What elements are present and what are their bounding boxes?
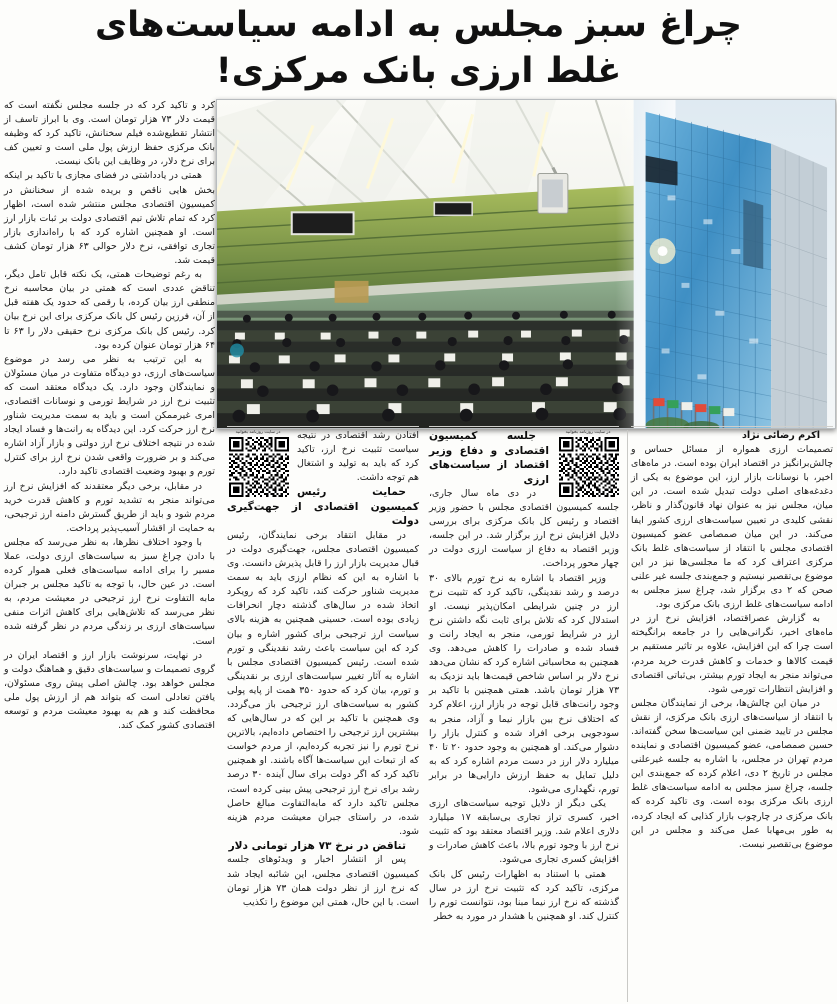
qr-code-icon[interactable] [559, 437, 619, 497]
paragraph: همتی در یادداشتی در فضای مجازی با تاکید بر اینکه بخش هایی ناقص و بریده شده از سخنانش در کمیسیون اقتصادی مجلس منتشر شده است، اظهار کرد که تمام تلاش تیم اقتصادی دولت بر ثبات بازار ارز است. او همچنین اشاره کرد که با راه‌اندازی بازار تجاری توافقی، نرخ دلار حوالی ۶۳ هزار تومان کشف قیمت شد. [4, 170, 216, 267]
paragraph: در دی ماه سال جاری، جلسه کمیسیون اقتصادی مجلس با حضور وزیر اقتصاد و رئیس کل بانک مرکزی برای بررسی دلایل افزایش نرخ ارز برگزار شد. در این جلسه، وزیر اقتصاد به دفاع از سیاست ارزی دولت در چهار محور پرداخت. [429, 488, 619, 570]
qr-caption: در سایت روزنامه بخوانید [235, 430, 281, 435]
paragraph: کرد و تاکید کرد که در جلسه مجلس نگفته است که قیمت دلار ۷۳ هزار تومان است. وی با ابراز تاسف از انتشار تقطیع‌شده فیلم سخنانش، تاکید کرد که وظیفه بانک مرکزی حفظ ارزش پول ملی است و تعیین کف برای نرخ دلار، در وظایف این بانک نیست. [4, 100, 215, 168]
subhead-commission-session: جلسه کمیسیون اقتصادی و دفاع وزیر اقتصاد از سیاست‌های ارزی [429, 430, 549, 486]
subhead-dollar-contradiction: تناقض در نرخ ۷۳ هزار تومانی دلار [228, 839, 406, 852]
column-top-rule-1 [631, 426, 833, 427]
qr-code-icon[interactable] [229, 437, 289, 497]
column-right [631, 429, 833, 852]
paragraph: در نهایت، سرنوشت بازار ارز و اقتصاد ایران در گروی تصمیمات و سیاست‌های دقیق و هماهنگ دولت و مجلس خواهد بود. چالش اصلی پیش روی مسئولان، یافتن تعادلی است که بتواند هم از ارزش پول ملی محافظت کند و هم به بهبود معیشت مردم و توسعه اقتصادی کشور کمک کند. [4, 649, 215, 732]
headline-line-2: غلط ارزی بانک مرکزی! [215, 51, 622, 92]
column-top-rule-2 [429, 426, 619, 427]
paragraph: یکی دیگر از دلایل توجیه سیاست‌های ارزی اخیر، کسری تراز تجاری بی‌سابقه ۱۷ میلیارد دلاری اعلام شد. وزیر اقتصاد معتقد بود که تثبیت نرخ ارز با وجود تورم بالا، باعث کاهش صادرات و افزایش کسری تجاری می‌شود. [429, 798, 619, 866]
paragraph: در میان این چالش‌ها، برخی از نمایندگان مجلس با انتقاد از سیاست‌های ارزی بانک مرکزی، از نقش مجلس در تایید ضمنی این سیاست‌ها سخن گفته‌اند. حسین صمصامی، عضو کمیسیون اقتصادی و نماینده مردم تهران در مجلس، با اشاره به جلسه غیرعلنی مجلس در تاریخ ۲ دی، اعلام کرده که جمع‌بندی این جلسه، چراغ سبز مجلس به ادامه سیاست‌های غلط ارزی بانک مرکزی بوده است. وی تاکید کرده که بانک مرکزی در چارچوب بازار کذایی که ایجاد کرده، به طور بی‌مهابا عمل می‌کند و مجلس در این موضوع بی‌تقصیر نیست. [631, 697, 833, 850]
paragraph: به گزارش عصراقتصاد، افزایش نرخ ارز در ماه‌های اخیر، نگرانی‌هایی را در جامعه برانگیخته است چرا که این افزایش، علاوه بر تاثیر مستقیم بر قیمت کالاها و خدمات و کاهش قدرت خرید مردم، می‌تواند منجر به ایجاد تورم بیشتر، بی‌ثباتی اقتصادی و افزایش انتظارات تورمی شود. [631, 613, 833, 695]
article-columns [0, 99, 837, 1004]
paragraph: تصمیمات ارزی همواره از مسائل حساس و چالش‌برانگیز در اقتصاد ایران بوده است. در ماه‌های اخیر، با نوسانات بازار ارز، این موضوع به یکی از دغدغه‌های اصلی دولت تبدیل شده است. در این میان، مجلس نیز به عنوان نهاد قانون‌گذار و ناظر، نقشی کلیدی در تعیین سیاست‌های ارزی کشور ایفا می‌کند. در این میان صمصامی عضو کمیسیون اقتصادی مجلس با انتقاد از سیاست‌های غلط بانک مرکزی اعتراف کرد که ما مجلسی‌ها نیز در این موضوع بی‌تقصیر نیستیم و جمع‌بندی جلسه غیر علنی صحن که ۲ دی برگزار شد، چراغ سبز مجلس به ادامه سیاست‌های غلط ارزی بانک مرکزی بود. [631, 444, 834, 611]
paragraph: در مقابل، برخی دیگر معتقدند که افزایش نرخ ارز می‌تواند منجر به تشدید تورم و کاهش قدرت خرید مردم شود و باید از طریق گسترش دامنه ارز ترجیحی، به حمایت از اقشار آسیب‌پذیر پرداخت. [4, 480, 215, 534]
paragraph: با وجود اختلاف نظرها، به نظر می‌رسد که مجلس با دادن چراغ سبز به سیاست‌های ارزی دولت، عملا مسیر را برای ادامه سیاست‌های فعلی هموار کرده است. در عین حال، با توجه به تاکید مجلس بر جبران مابه التفاوت نرخ ارز ترجیحی در معیشت مردم، به نظر می‌رسد که تلاش‌هایی برای کاهش اثرات منفی سیاست‌های ارزی بر زندگی مردم در نظر گرفته شده است. [4, 536, 215, 647]
page-title [12, 2, 825, 94]
headline-block [0, 0, 837, 96]
column-top-rule-3 [227, 426, 419, 427]
column-divider-1 [627, 430, 628, 1002]
paragraph: افتادن رشد اقتصادی در نتیجه سیاست تثبیت نرخ ارز، تاکید کرد که باید به تولید و اشتغال هم توجه داشت. [297, 430, 419, 484]
paragraph: پس از انتشار اخبار و ویدئوهای جلسه کمیسیون اقتصادی مجلس، این شائبه ایجاد شد که نرخ ارز از نظر دولت همان ۷۳ هزار تومان است. با این حال، همتی این موضوع را تکذیب [227, 854, 419, 908]
paragraph: وزیر اقتصاد با اشاره به نرخ تورم بالای ۳۰ درصد و رشد نقدینگی، تاکید کرد که تثبیت نرخ ارز در چنین شرایطی امکان‌پذیر نیست. او استدلال کرد که تلاش برای ثابت نگه داشتن نرخ ارز در شرایط تورمی، منجر به ایجاد رانت و فساد شده و صادرات را کاهش می‌دهد. وی همچنین به محاسباتی اشاره کرد که نشان می‌دهد نرخ دلار بر اساس شاخص قیمت‌ها باید نزدیک به ۷۳ هزار تومان باشد. همتی همچنین با تاکید بر وجود رانت‌های قابل توجه در بازار ارز، اعلام کرد که اختلاف نرخ بین بازار نیما و آزاد، منجر به سودجویی برخی افراد شده و کنترل بازار را دشوار می‌کند. او همچنین به وجود حدود ۲۰ تا ۴۰ میلیارد دلار ارز در دست مردم اشاره کرد که به دلیل تمایل به حفظ ارزش دارایی‌ها در برابر تورم، نگهداری می‌شود. [429, 572, 619, 795]
qr-caption: در سایت روزنامه بخوانید [565, 430, 611, 435]
subhead-commission-head-support: حمایت رئیس کمیسیون اقتصادی از جهت‌گیری دولت [227, 486, 419, 528]
column-left [4, 99, 215, 733]
qr-code-block-1[interactable] [557, 430, 619, 497]
paragraph: به این ترتیب به نظر می رسد در موضوع سیاست‌های ارزی، دو دیدگاه متفاوت در میان مسئولان و نمایندگان وجود دارد. یک دیدگاه معتقد است که تثبیت نرخ ارز در شرایط تورمی و نوسانات اقتصادی، امری غیرممکن است و باید به سمت مدیریت شناور نرخ ارز حرکت کرد. این دیدگاه به رانت‌ها و فساد ایجاد شده در نتیجه اختلاف نرخ ارز دولتی و بازار آزاد اشاره می‌کند و بر ضرورت واقعی شدن نرخ ارز برای کنترل تورم و بهبود وضعیت اقتصادی تاکید دارد. [4, 353, 215, 478]
byline: اکرم رضائی نژاد [741, 430, 820, 441]
headline-line-1: چراغ سبز مجلس به ادامه سیاست‌های [95, 5, 742, 45]
paragraph: به رغم توضیحات همتی، یک نکته قابل تامل دیگر، تناقض عددی است که همتی در بیان محاسبه نرخ منطقی ارز بیان کرده، با رقمی که حدود یک هفته قبل از آن، فرزین رئیس کل بانک مرکزی برای این نرخ بیان کرد. رئیس کل بانک مرکزی نرخ حقیقی دلار را ۶۳ تا ۶۴ هزار تومان عنوان کرده بود. [4, 269, 215, 351]
paragraph: همتی با استناد به اظهارات رئیس کل بانک مرکزی، تاکید کرد که تثبیت نرخ ارز در سال گذشته که نرخ ارز نیما مبنا بود، نتوانست تورم را کنترل کند. او همچنین با هشدار در مورد به خطر [429, 868, 619, 922]
paragraph: در مقابل انتقاد برخی نمایندگان، رئیس کمیسیون اقتصادی مجلس، جهت‌گیری دولت در قبال مدیریت بازار ارز را قابل پذیرش دانست. وی با اشاره به این که نظام ارزی باید به سمت مدیریت شناور حرکت کند، تاکید کرد که رویکرد اتخاذ شده در سال‌های گذشته دچار انحرافات زیادی بوده است. حسینی همچنین به هزینه بالای سیاست ارز ترجیحی برای کشور اشاره و بیان کرد که این سیاست باعث رشد نقدینگی و تورم شده است. رئیس کمیسیون اقتصادی مجلس با اشاره به آثار تغییر سیاست‌های ارزی بر نقدینگی و تورم، بیان کرد که حدود ۳۵۰ همت از پایه پولی کشور به سیاست‌های ارز ترجیحی باز می‌گردد. وی همچنین با تاکید بر این که در سال‌هایی که بیشترین ارز ترجیحی را اختصاص داده‌ایم، بالاترین نرخ تورم را نیز تجربه کرده‌ایم، از مردم خواست که از تبعات این سیاست‌ها آگاه باشند. او همچنین تاکید کرد که اگر دولت برای سال آینده ۳۰ درصد رشد برای نرخ ارز ترجیحی پیش بینی کرده است، مجلس تاکید دارد که مابه‌التفاوت مبالغ حاصل شده، در راستای جبران معیشت مردم هزینه شود. [227, 529, 419, 837]
column-mid-left [227, 429, 419, 910]
column-mid-right [429, 429, 619, 924]
qr-code-block-2[interactable] [227, 430, 289, 497]
